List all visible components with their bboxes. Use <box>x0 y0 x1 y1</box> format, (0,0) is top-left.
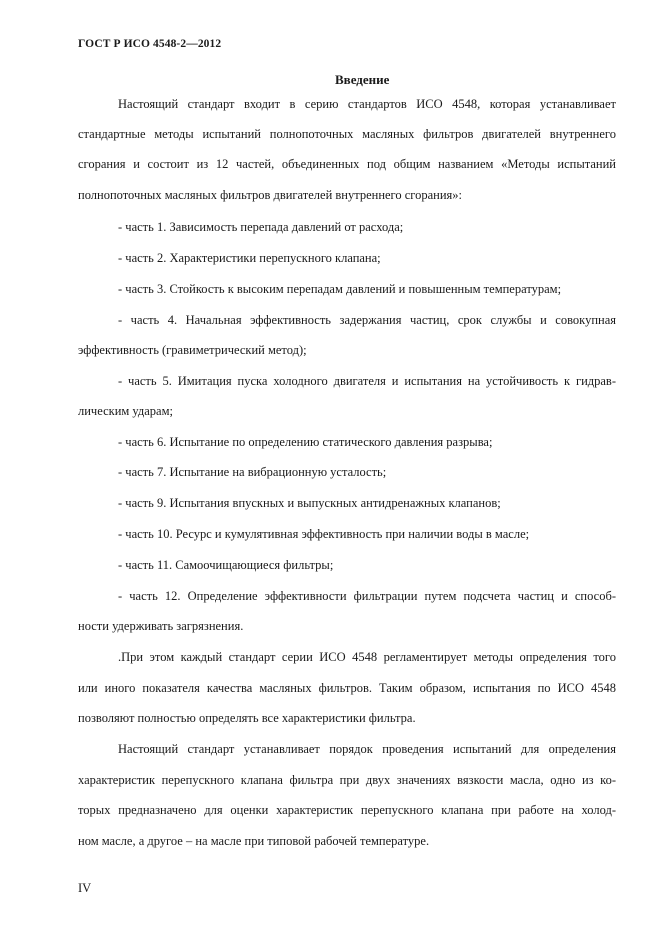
text-line: характеристик перепускного клапана фильтра при двух значениях вязкости масла, одно из ко- <box>78 773 616 787</box>
text-line: ности удерживать загрязнения. <box>78 619 244 633</box>
list-item: - часть 3. Стойкость к высоким перепадам давлений и повышенным температурам; <box>118 282 562 296</box>
text-line: торых предназначено для оценки характеристик перепускного клапана при работе на холод- <box>78 803 616 817</box>
list-item: - часть 2. Характеристики перепускного клапана; <box>118 251 381 265</box>
list-item: - часть 9. Испытания впускных и выпускных антидренажных клапанов; <box>118 496 501 510</box>
list-item: - часть 11. Самоочищающиеся фильтры; <box>118 558 334 572</box>
list-item: - часть 4. Начальная эффективность задержания частиц, срок службы и совокупная <box>118 313 616 327</box>
text-line: Настоящий стандарт входит в серию стандартов ИСО 4548, которая устанавливает <box>118 97 616 111</box>
text-line: лическим ударам; <box>78 404 173 418</box>
text-line: эффективность (гравиметрический метод); <box>78 343 307 357</box>
text-line: Настоящий стандарт устанавливает порядок проведения испытаний для определения <box>118 742 616 756</box>
text-line: сгорания и состоит из 12 частей, объединенных под общим названием «Методы испытаний <box>78 157 616 171</box>
document-header: ГОСТ Р ИСО 4548-2—2012 <box>78 38 222 50</box>
list-item: - часть 1. Зависимость перепада давлений от расхода; <box>118 220 404 234</box>
text-line: стандартные методы испытаний полнопоточных масляных фильтров двигателей внутреннего <box>78 127 616 141</box>
text-line: ном масле, а другое – на масле при типовой рабочей температуре. <box>78 834 430 848</box>
text-line: .При этом каждый стандарт серии ИСО 4548 регламентирует методы определения того <box>118 650 616 664</box>
list-item: - часть 7. Испытание на вибрационную усталость; <box>118 465 387 479</box>
text-line: или иного показателя качества масляных фильтров. Таким образом, испытания по ИСО 4548 <box>78 681 616 695</box>
text-line: позволяют полностью определять все характеристики фильтра. <box>78 711 416 725</box>
list-item: - часть 12. Определение эффективности фильтрации путем подсчета частиц и способ- <box>118 589 616 603</box>
section-title: Введение <box>335 72 390 87</box>
page-number: IV <box>78 881 92 895</box>
list-item: - часть 6. Испытание по определению статического давления разрыва; <box>118 435 493 449</box>
list-item: - часть 10. Ресурс и кумулятивная эффективность при наличии воды в масле; <box>118 527 530 541</box>
list-item: - часть 5. Имитация пуска холодного двигателя и испытания на устойчивость к гидрав- <box>118 374 616 388</box>
text-line: полнопоточных масляных фильтров двигателей внутреннего сгорания»: <box>78 188 463 202</box>
